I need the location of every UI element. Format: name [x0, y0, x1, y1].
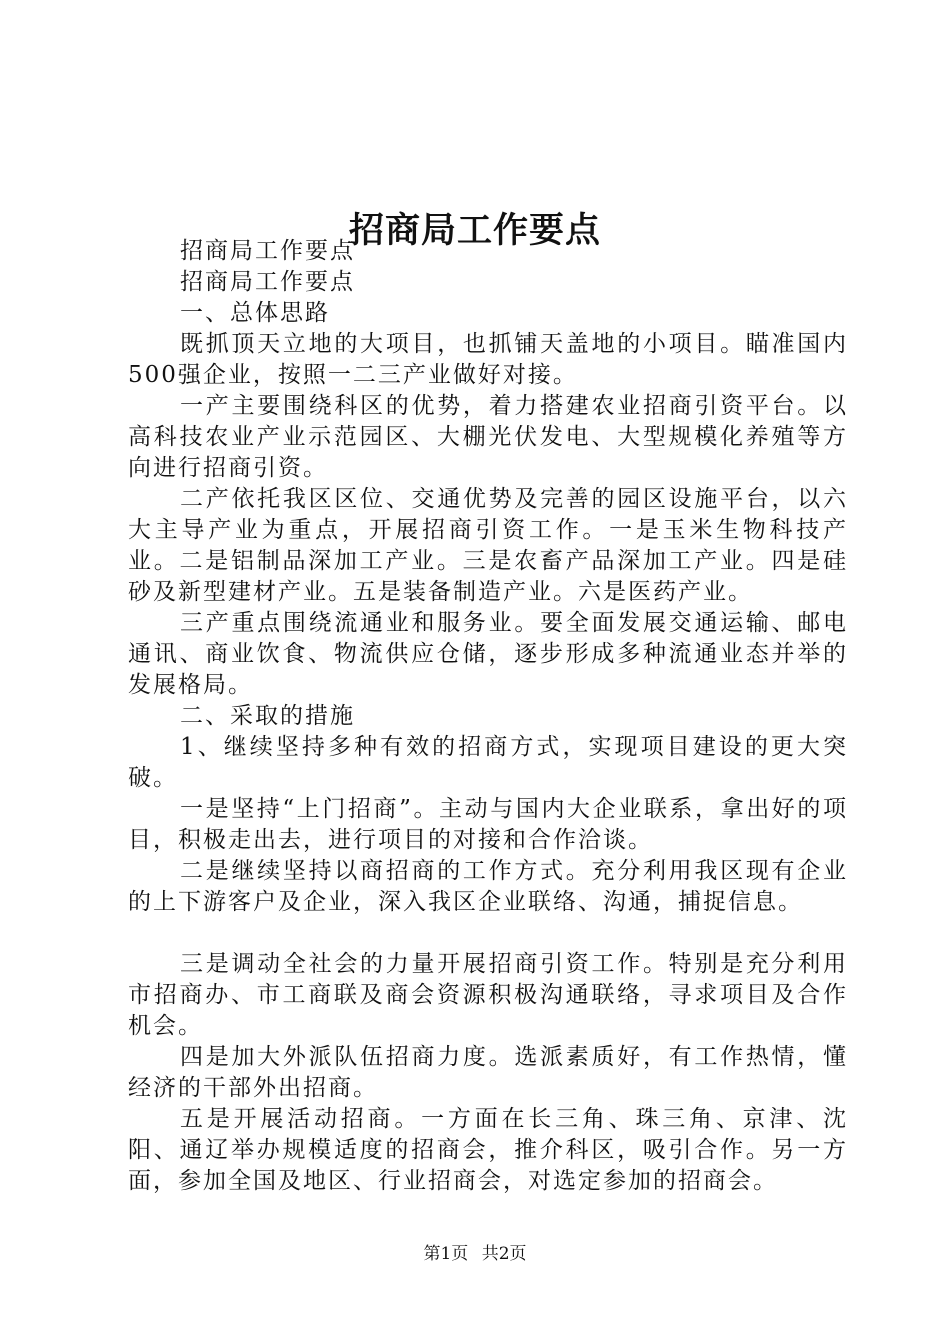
- paragraph-overall-strategy: 既抓顶天立地的大项目，也抓铺天盖地的小项目。瞄准国内500强企业，按照一二三产业做好对接。: [128, 331, 848, 388]
- page-title: 招商局工作要点: [348, 210, 601, 252]
- paragraph-event-promotion: 五是开展活动招商。一方面在长三角、珠三角、京津、沈阳、通辽举办规模适度的招商会，推介科区，吸引合作。另一方面，参加全国及地区、行业招商会，对选定参加的招商会。: [128, 1106, 848, 1194]
- paragraph-business-attract-business: 二是继续坚持以商招商的工作方式。充分利用我区现有企业的上下游客户及企业，深入我区企业联络、沟通，捕捉信息。: [128, 858, 848, 915]
- page-number: 第1页: [423, 1244, 469, 1264]
- section-heading-measures: 二、采取的措施: [180, 703, 355, 729]
- paragraph-secondary-industry: 二产依托我区区位、交通优势及完善的园区设施平台，以六大主导产业为重点，开展招商引资工作。一是玉米生物科技产业。二是铝制品深加工产业。三是农畜产品深加工产业。四是硅砂及新型建材产业。五是装备制造产业。六是医药产业。: [128, 486, 848, 605]
- paragraph-primary-industry: 一产主要围绕科区的优势，着力搭建农业招商引资平台。以高科技农业产业示范园区、大棚光伏发电、大型规模化养殖等方向进行招商引资。: [128, 393, 848, 481]
- paragraph-subtitle-1: 招商局工作要点: [180, 238, 355, 264]
- section-heading-overall-approach: 一、总体思路: [180, 300, 330, 326]
- page-total: 共2页: [481, 1244, 527, 1264]
- document-body: [128, 236, 848, 1197]
- paragraph-outbound-teams: 四是加大外派队伍招商力度。选派素质好，有工作热情，懂经济的干部外出招商。: [128, 1044, 848, 1101]
- page-footer: [0, 1242, 950, 1266]
- paragraph-tertiary-industry: 三产重点围绕流通业和服务业。要全面发展交通运输、邮电通讯、商业饮食、物流供应仓储，逐步形成多种流通业态并举的发展格局。: [128, 610, 848, 698]
- paragraph-subtitle-2: 招商局工作要点: [180, 269, 355, 295]
- paragraph-measure-1: 1、继续坚持多种有效的招商方式，实现项目建设的更大突破。: [128, 734, 848, 791]
- paragraph-social-forces: 三是调动全社会的力量开展招商引资工作。特别是充分利用市招商办、市工商联及商会资源积极沟通联络，寻求项目及合作机会。: [128, 951, 848, 1039]
- paragraph-door-to-door: 一是坚持“上门招商”。主动与国内大企业联系，拿出好的项目，积极走出去，进行项目的对接和合作洽谈。: [128, 796, 848, 853]
